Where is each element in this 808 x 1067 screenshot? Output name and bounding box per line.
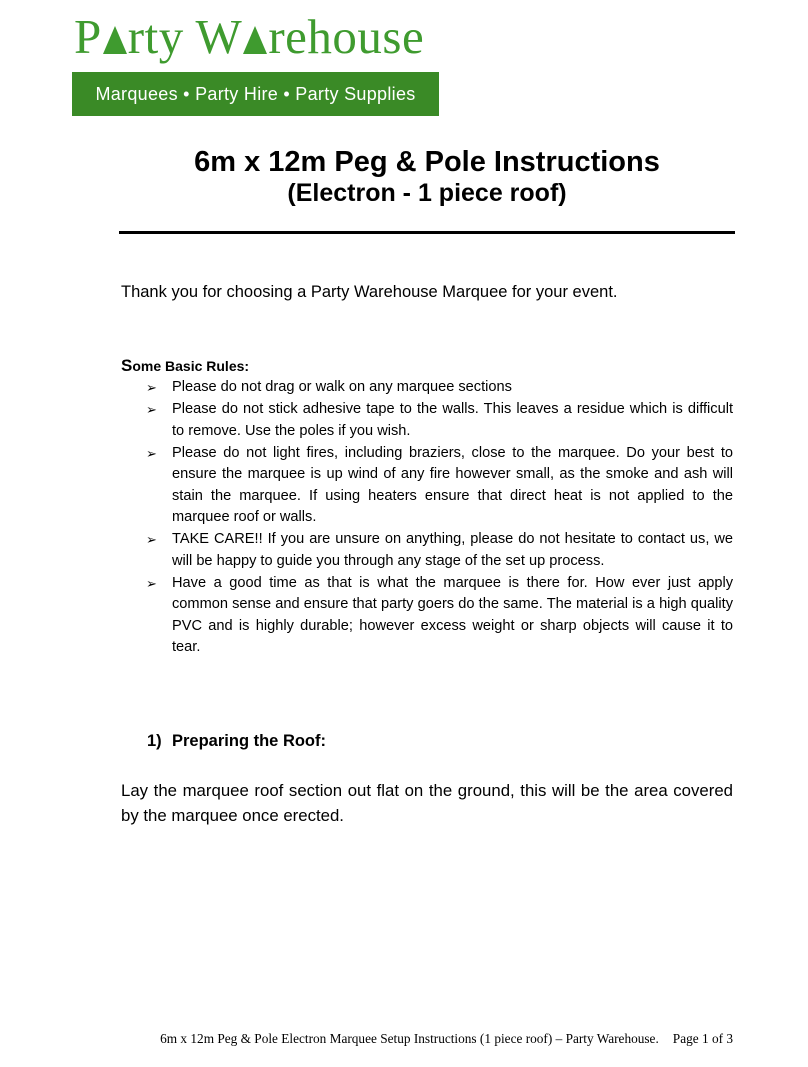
title-divider [119, 231, 735, 234]
logo-tagline: Marquees • Party Hire • Party Supplies [72, 72, 439, 116]
rules-list [121, 377, 733, 659]
arrowhead-bullet-icon: ➢ [146, 380, 157, 395]
arrowhead-bullet-icon: ➢ [146, 402, 157, 417]
arrowhead-bullet-icon: ➢ [146, 532, 157, 547]
page-subtitle: (Electron - 1 piece roof) [287, 179, 567, 207]
section-heading: 1) Preparing the Roof: [147, 732, 327, 750]
list-item: ➢ Please do not light fires, including braziers, close to the marquee. Do your best to ensure the marquee is up wind of any fire however small, as the smoke and ash will stain the marquee. If using heaters ensure that direct heat is not applied to the marquee roof or walls. [146, 444, 733, 525]
section-body: Lay the marquee roof section out flat on the ground, this will be the area covered by the marquee once erected. [121, 781, 733, 825]
arrowhead-bullet-icon: ➢ [146, 445, 157, 461]
list-item: ➢ Please do not stick adhesive tape to the walls. This leaves a residue which is difficult to remove. Use the poles if you wish. [146, 401, 733, 439]
page-footer: 6m x 12m Peg & Pole Electron Marquee Setup Instructions (1 piece roof) – Party Warehouse. Page 1 of 3 [160, 1031, 733, 1046]
arrowhead-bullet-icon: ➢ [146, 575, 157, 591]
triangle-a-icon [243, 26, 267, 54]
list-item: ➢ Please do not drag or walk on any marquee sections [121, 377, 733, 399]
intro-text: Thank you for choosing a Party Warehouse Marquee for your event. [121, 283, 618, 301]
rules-heading: Some Basic Rules: [121, 356, 250, 375]
page-number: Page 1 of 3 [672, 1031, 733, 1046]
triangle-a-icon [103, 26, 127, 54]
logo-wordmark: P rty W rehouse [74, 9, 425, 64]
list-item: ➢ Have a good time as that is what the marquee is there for. How ever just apply common sense and ensure that party goers do the same. The material is a high quality PVC and is highly durable; however excess weight or sharp objects will cause it to tear. [146, 574, 733, 655]
list-item: ➢ TAKE CARE!! If you are unsure on anything, please do not hesitate to contact us, we will be happy to guide you through any stage of the set up process. [146, 531, 733, 569]
party-warehouse-logo [72, 9, 439, 104]
page-title: 6m x 12m Peg & Pole Instructions [194, 146, 660, 178]
